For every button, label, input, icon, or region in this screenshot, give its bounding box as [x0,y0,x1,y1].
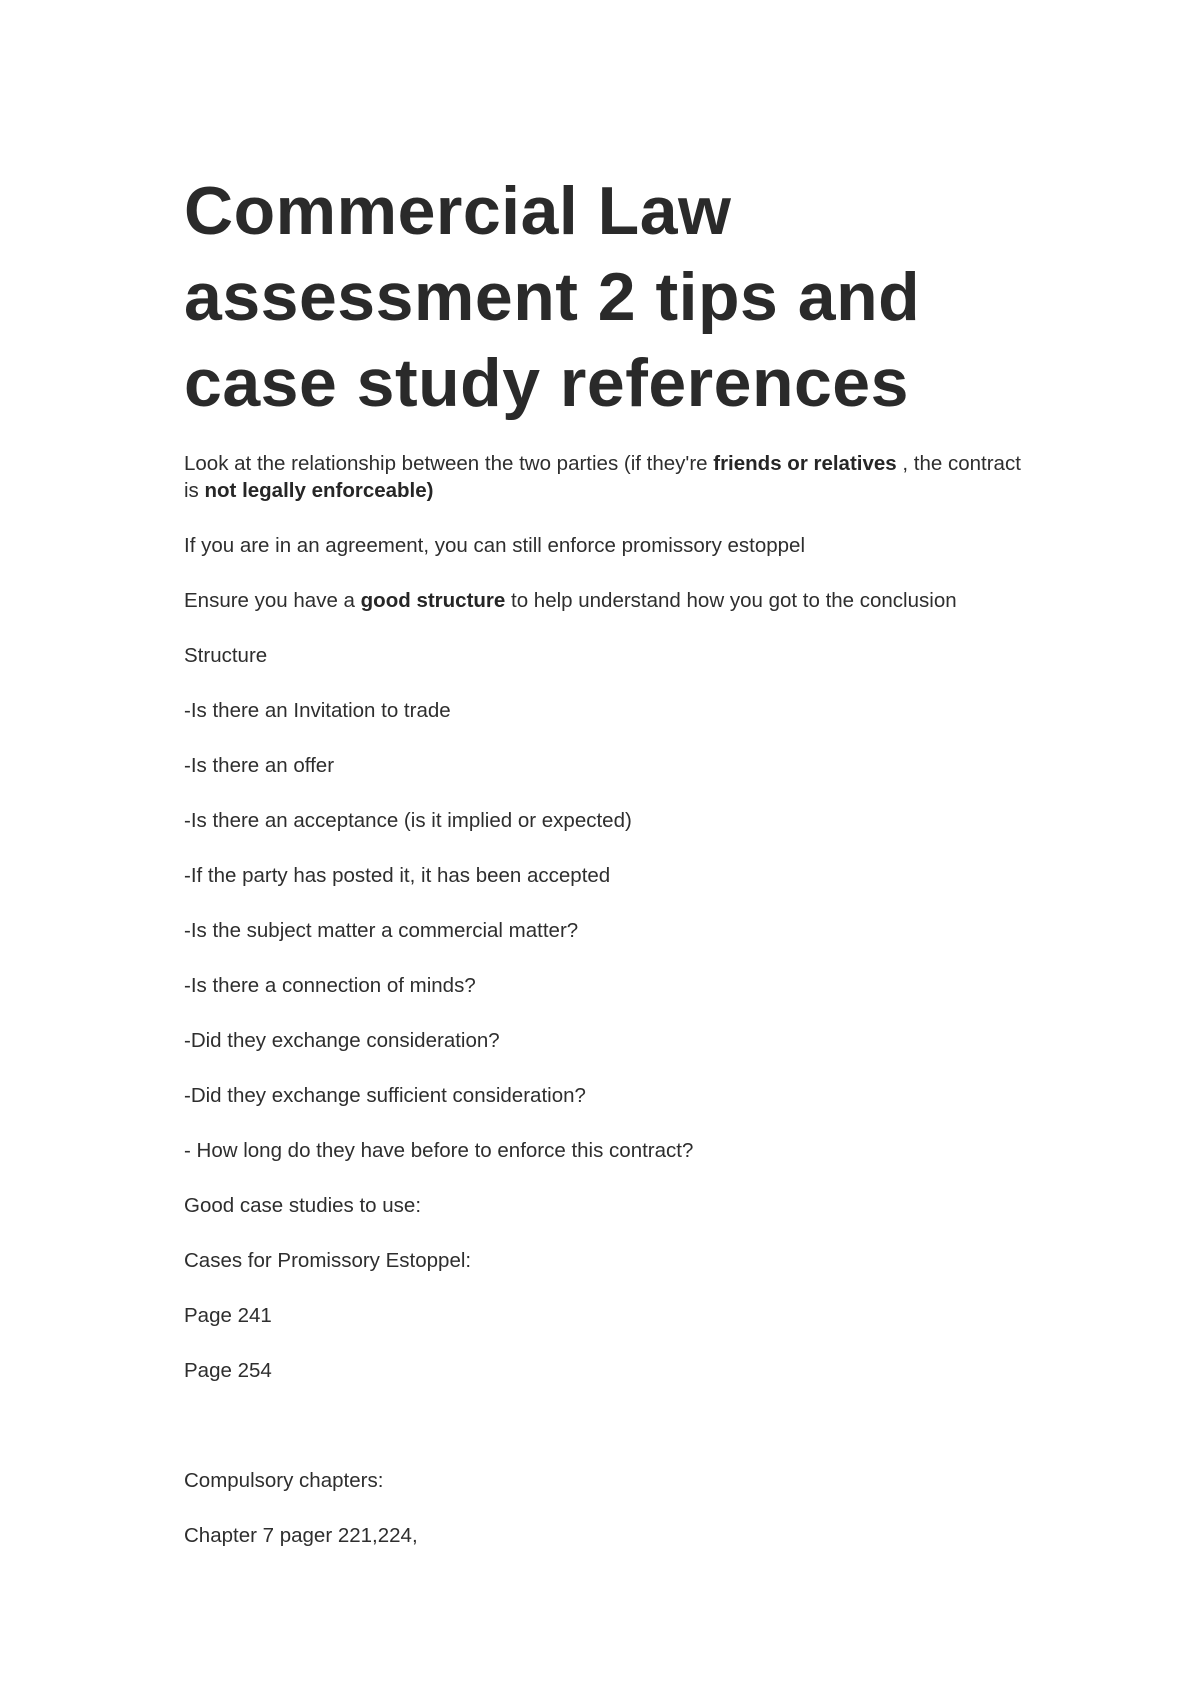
page-reference: Page 241 [184,1304,272,1327]
structure-item: -Is the subject matter a commercial matter? [184,919,579,942]
structure-tip-text-1: Ensure you have a [184,589,361,612]
intro-bold-friends: friends or relatives [713,452,897,475]
intro-text-2: , the contract is [184,452,1021,502]
structure-item: -Is there an offer [184,754,335,777]
structure-tip [184,587,957,614]
intro-text-1: Look at the relationship between the two parties (if they're [184,452,714,475]
case-studies-heading: Good case studies to use: [184,1194,422,1217]
structure-heading: Structure [184,644,268,667]
structure-item: -Did they exchange consideration? [184,1029,500,1052]
structure-item: -Is there a connection of minds? [184,974,476,997]
structure-item: -If the party has posted it, it has been accepted [184,864,611,887]
structure-item: - How long do they have before to enforce this contract? [184,1139,694,1162]
promissory-estoppel-line: If you are in an agreement, you can still enforce promissory estoppel [184,534,806,557]
promissory-estoppel-cases-heading: Cases for Promissory Estoppel: [184,1249,472,1272]
structure-item: -Is there an acceptance (is it implied or expected) [184,809,632,832]
structure-tip-bold: good structure [360,589,506,612]
structure-item: -Is there an Invitation to trade [184,699,451,722]
compulsory-chapters-heading: Compulsory chapters: [184,1469,384,1492]
page-reference: Page 254 [184,1359,272,1382]
chapter-pages-line: Chapter 7 pager 221,224, [184,1524,418,1547]
structure-tip-text-2: to help understand how you got to the conclusion [505,589,957,612]
intro-paragraph [184,450,1034,504]
intro-bold-enforceable: not legally enforceable) [204,479,434,502]
document-title: Commercial Law assessment 2 tips and case study references [184,173,921,421]
structure-item: -Did they exchange sufficient consideration? [184,1084,586,1107]
